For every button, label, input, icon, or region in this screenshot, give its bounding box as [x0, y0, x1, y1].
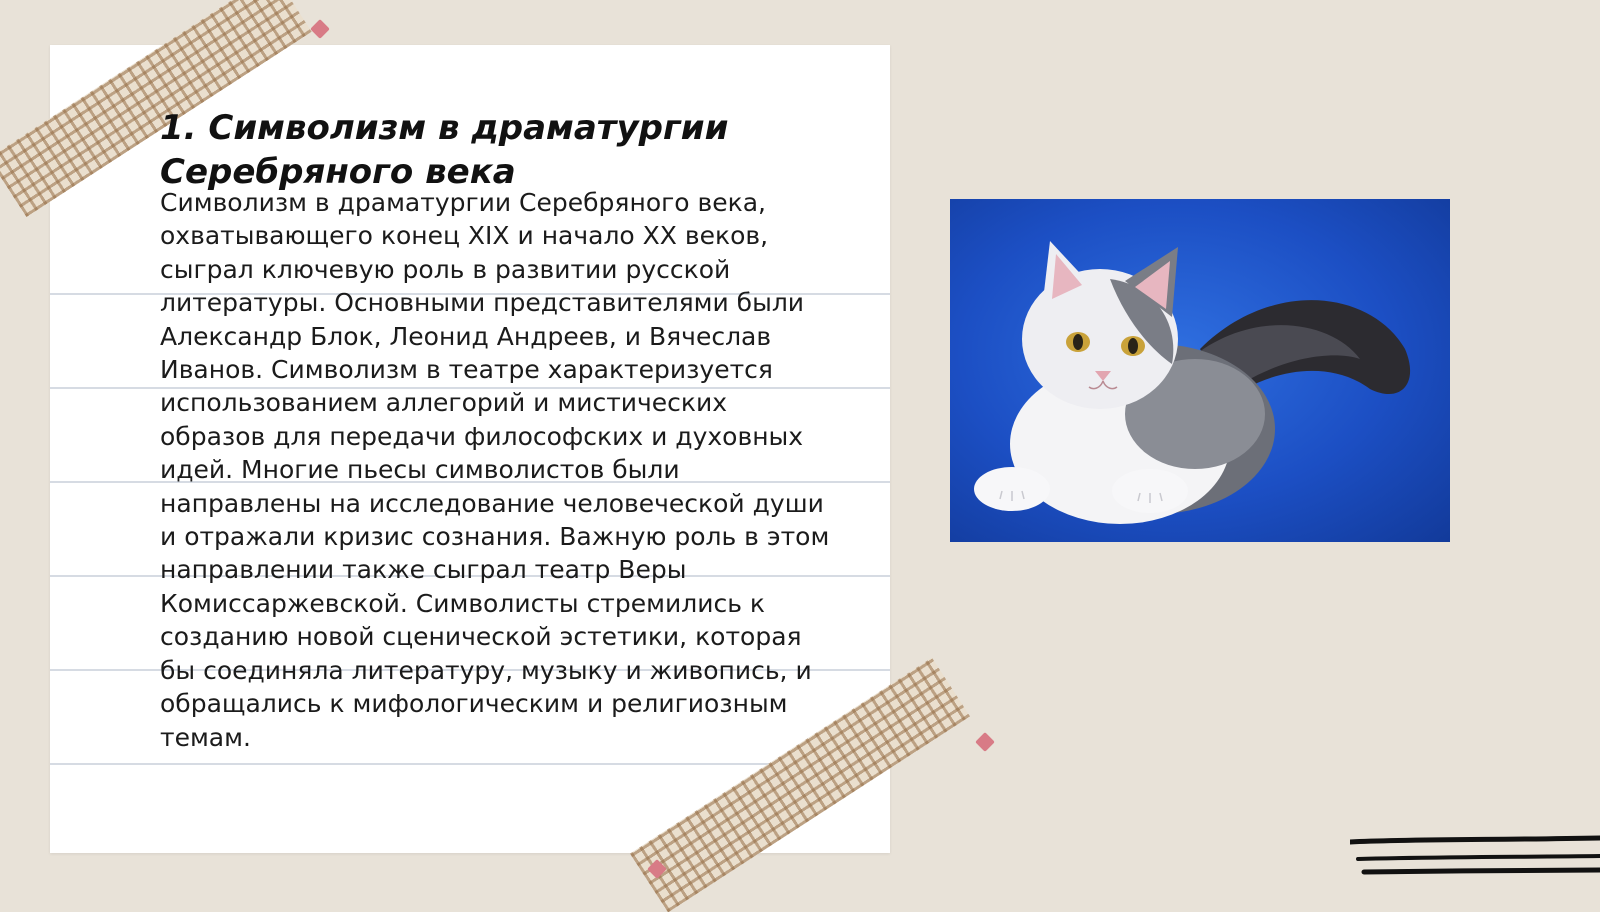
tape-pin-icon	[310, 19, 330, 39]
slide-title: 1. Символизм в драматургии Серебряного века	[160, 108, 729, 192]
cat-photo	[950, 199, 1450, 542]
tape-pin-icon	[975, 732, 995, 752]
slide-body-text: Символизм в драматургии Серебряного века, охватывающего конец XIX и начало XX веков, сыграл ключевую роль в развитии русской литературы. Основными представителями были Александр Блок, Леонид Андреев, и Вячеслав Иванов. Символизм в театре характеризуется использованием аллегорий и мистических образов для передачи философских и духовных идей. Многие пьесы символистов были направлены на исследование человеческой души и отражали кризис сознания. Важную роль в этом направлении также сыграл театр Веры Комиссаржевской. Символисты стремились к созданию новой сценической эстетики, которая бы соединяла литературу, музыку и живопись, и обращались к мифологическим и религиозным темам.	[160, 188, 830, 752]
cat-illustration	[950, 199, 1450, 542]
paper-rule-line	[50, 763, 890, 765]
decorative-brush-strokes	[1350, 832, 1600, 882]
